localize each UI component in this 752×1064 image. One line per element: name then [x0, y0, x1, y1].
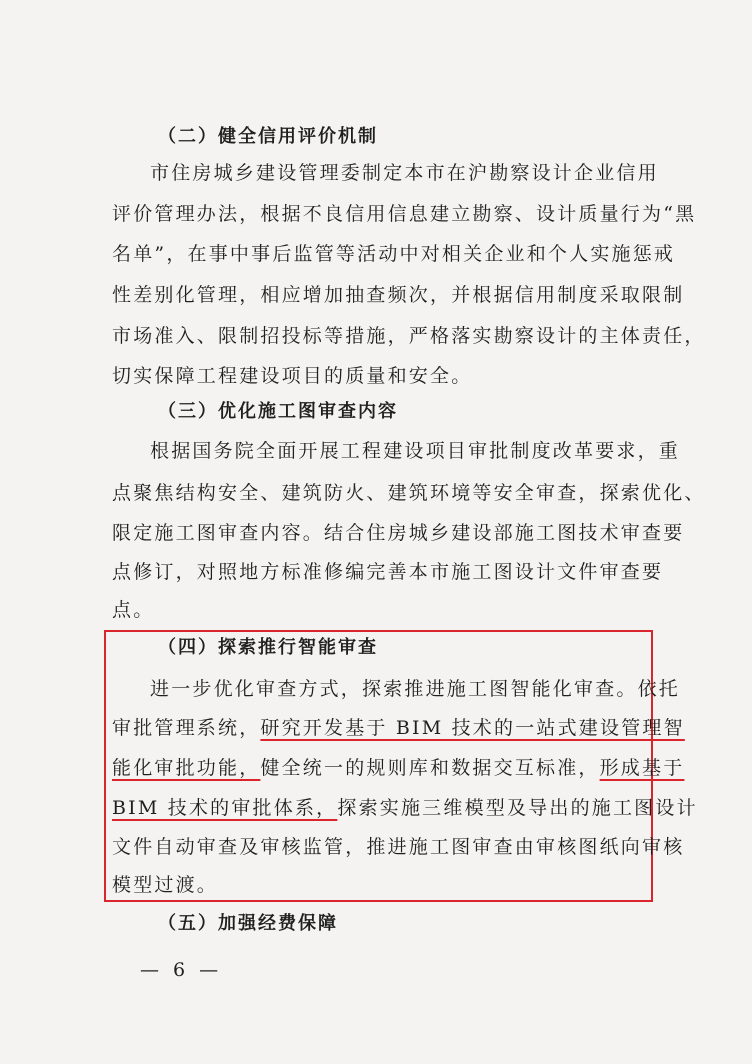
section-2-heading: （二）健全信用评价机制 — [158, 126, 378, 147]
section-4-heading: （四）探索推行智能审查 — [158, 637, 378, 658]
section-2-line: 名单”，在事中事后监管等活动中对相关企业和个人实施惩戒 — [112, 243, 676, 265]
section-4-line — [112, 716, 685, 740]
section-2-line: 切实保障工程建设项目的质量和安全。 — [112, 365, 473, 387]
section-3-line: 根据国务院全面开展工程建设项目审批制度改革要求，重 — [150, 440, 681, 462]
underlined-text: 研究开发基于 BIM 技术的一站式建设管理智 — [260, 717, 685, 739]
section-5-heading: （五）加强经费保障 — [158, 913, 338, 934]
section-4-line — [112, 756, 685, 780]
section-2-line: 市场准入、限制招投标等措施，严格落实勘察设计的主体责任， — [112, 325, 706, 347]
underlined-text: 形成基于 — [599, 757, 685, 779]
section-3-line: 点修订，对照地方标准修编完善本市施工图设计文件审查要 — [112, 561, 664, 583]
underlined-text: 能化审批功能， — [112, 757, 261, 779]
section-4-line: 进一步优化审查方式，探索推进施工图智能化审查。依托 — [150, 678, 681, 700]
text-segment: 审批管理系统， — [112, 717, 261, 739]
section-4-line: 文件自动审查及审核监管，推进施工图审查由审核图纸向审核 — [112, 836, 685, 858]
text-segment: 健全统一的规则库和数据交互标准， — [260, 757, 600, 779]
section-3-heading: （三）优化施工图审查内容 — [158, 401, 398, 422]
section-3-line: 点聚焦结构安全、建筑防火、建筑环境等安全审查，探索优化、 — [112, 482, 706, 504]
section-3-line: 限定施工图审查内容。结合住房城乡建设部施工图技术审查要 — [112, 522, 685, 544]
section-2-line: 评价管理办法，根据不良信用信息建立勘察、设计质量行为“黑 — [112, 203, 697, 225]
section-4-line: 模型过渡。 — [112, 874, 219, 896]
page-number: — 6 — — [140, 959, 223, 981]
section-4-line — [112, 796, 698, 820]
section-2-line: 市住房城乡建设管理委制定本市在沪勘察设计企业信用 — [150, 162, 659, 184]
section-3-line: 点。 — [112, 599, 155, 621]
text-segment: 探索实施三维模型及导出的施工图设计 — [337, 797, 698, 819]
section-2-line: 性差别化管理，相应增加抽查频次，并根据信用制度采取限制 — [112, 284, 685, 306]
underlined-text: BIM 技术的审批体系， — [112, 797, 338, 819]
